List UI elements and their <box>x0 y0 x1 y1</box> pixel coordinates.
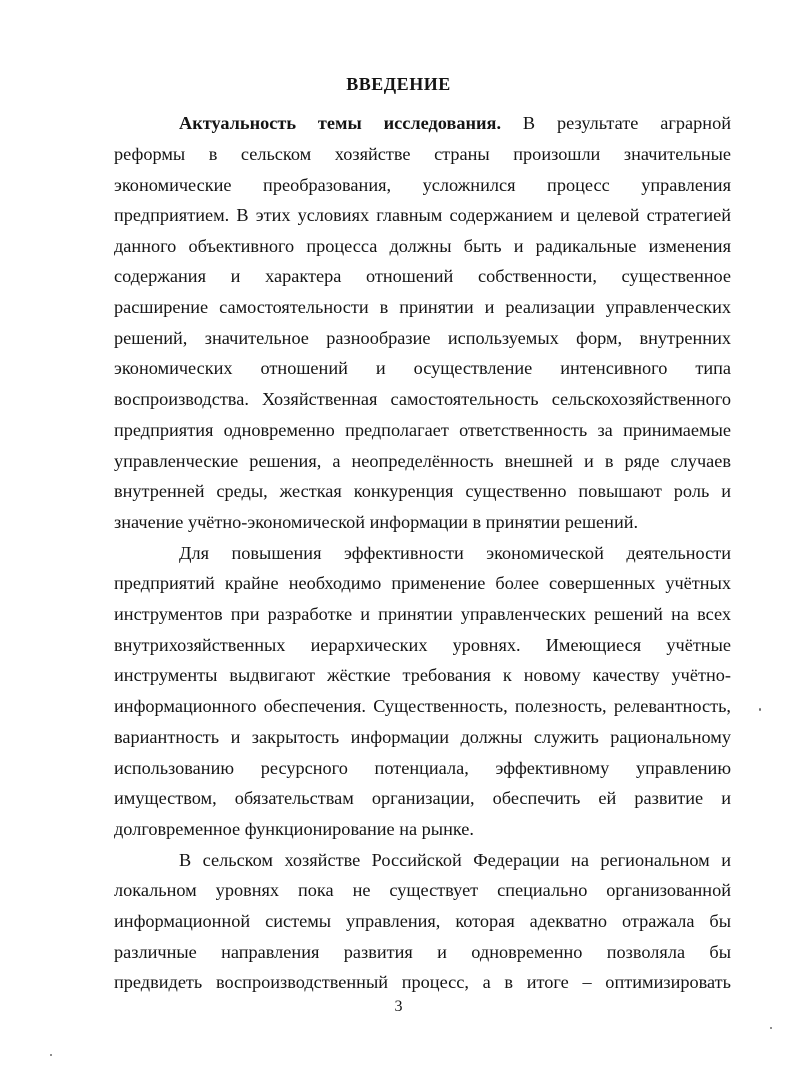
text-line: содержания и характера отношений собственности, существенное <box>114 266 731 286</box>
text-line: вариантность и закрытость информации должны служить рациональному <box>114 727 731 747</box>
text-line: экономические преобразования, усложнился процесс управления <box>114 175 731 195</box>
text-line: информационной системы управления, которая адекватно отражала бы <box>114 911 731 931</box>
text-line-last: значение учётно-экономической информации в принятии решений. <box>114 512 639 532</box>
text-line: инструментов при разработке и принятии управленческих решений на всех <box>114 604 731 624</box>
text-line: расширение самостоятельности в принятии и реализации управленческих <box>114 297 731 317</box>
text-line: реформы в сельском хозяйстве страны произошли значительные <box>114 144 731 164</box>
text-line: использованию ресурсного потенциала, эффективному управлению <box>114 758 731 778</box>
text-line: экономических отношений и осуществление интенсивного типа <box>114 358 731 378</box>
paragraph-2-first-line: Для повышения эффективности экономической деятельности <box>179 543 731 563</box>
scan-speck <box>770 1027 772 1029</box>
text-line: предприятий крайне необходимо применение более совершенных учётных <box>114 573 731 593</box>
text-line: различные направления развития и одновременно позволяла бы <box>114 942 731 962</box>
text-line: предприятием. В этих условиях главным содержанием и целевой стратегией <box>114 205 731 225</box>
text-line: предприятия одновременно предполагает ответственность за принимаемые <box>114 420 731 440</box>
text-line: управленческие решения, а неопределённость внешней и в ряде случаев <box>114 451 731 471</box>
text-line: предвидеть воспроизводственный процесс, а в итоге – оптимизировать <box>114 972 731 992</box>
paragraph-1-lead-rest: В результате аграрной <box>501 113 731 133</box>
text-line: данного объективного процесса должны быть и радикальные изменения <box>114 236 731 256</box>
text-line: локальном уровнях пока не существует специально организованной <box>114 880 731 900</box>
text-line: инструменты выдвигают жёсткие требования к новому качеству учётно- <box>114 665 731 685</box>
text-line-last: долговременное функционирование на рынке. <box>114 819 474 839</box>
page-number: 3 <box>394 998 403 1015</box>
scan-speck <box>759 708 761 711</box>
paragraph-1-first-line <box>179 111 731 135</box>
text-line: воспроизводства. Хозяйственная самостоятельность сельскохозяйственного <box>114 389 731 409</box>
paragraph-3-first-line: В сельском хозяйстве Российской Федерации на региональном и <box>179 850 731 870</box>
paragraph-1-bold-lead: Актуальность темы исследования. <box>179 113 502 133</box>
text-line: решений, значительное разнообразие используемых форм, внутренних <box>114 328 731 348</box>
page-heading: ВВЕДЕНИЕ <box>346 74 451 94</box>
scan-speck <box>50 1054 52 1056</box>
text-line: информационного обеспечения. Существенность, полезность, релевантность, <box>114 696 731 716</box>
text-line: имуществом, обязательствам организации, обеспечить ей развитие и <box>114 788 731 808</box>
text-line: внутренней среды, жесткая конкуренция существенно повышают роль и <box>114 481 731 501</box>
text-line: внутрихозяйственных иерархических уровнях. Имеющиеся учётные <box>114 635 731 655</box>
